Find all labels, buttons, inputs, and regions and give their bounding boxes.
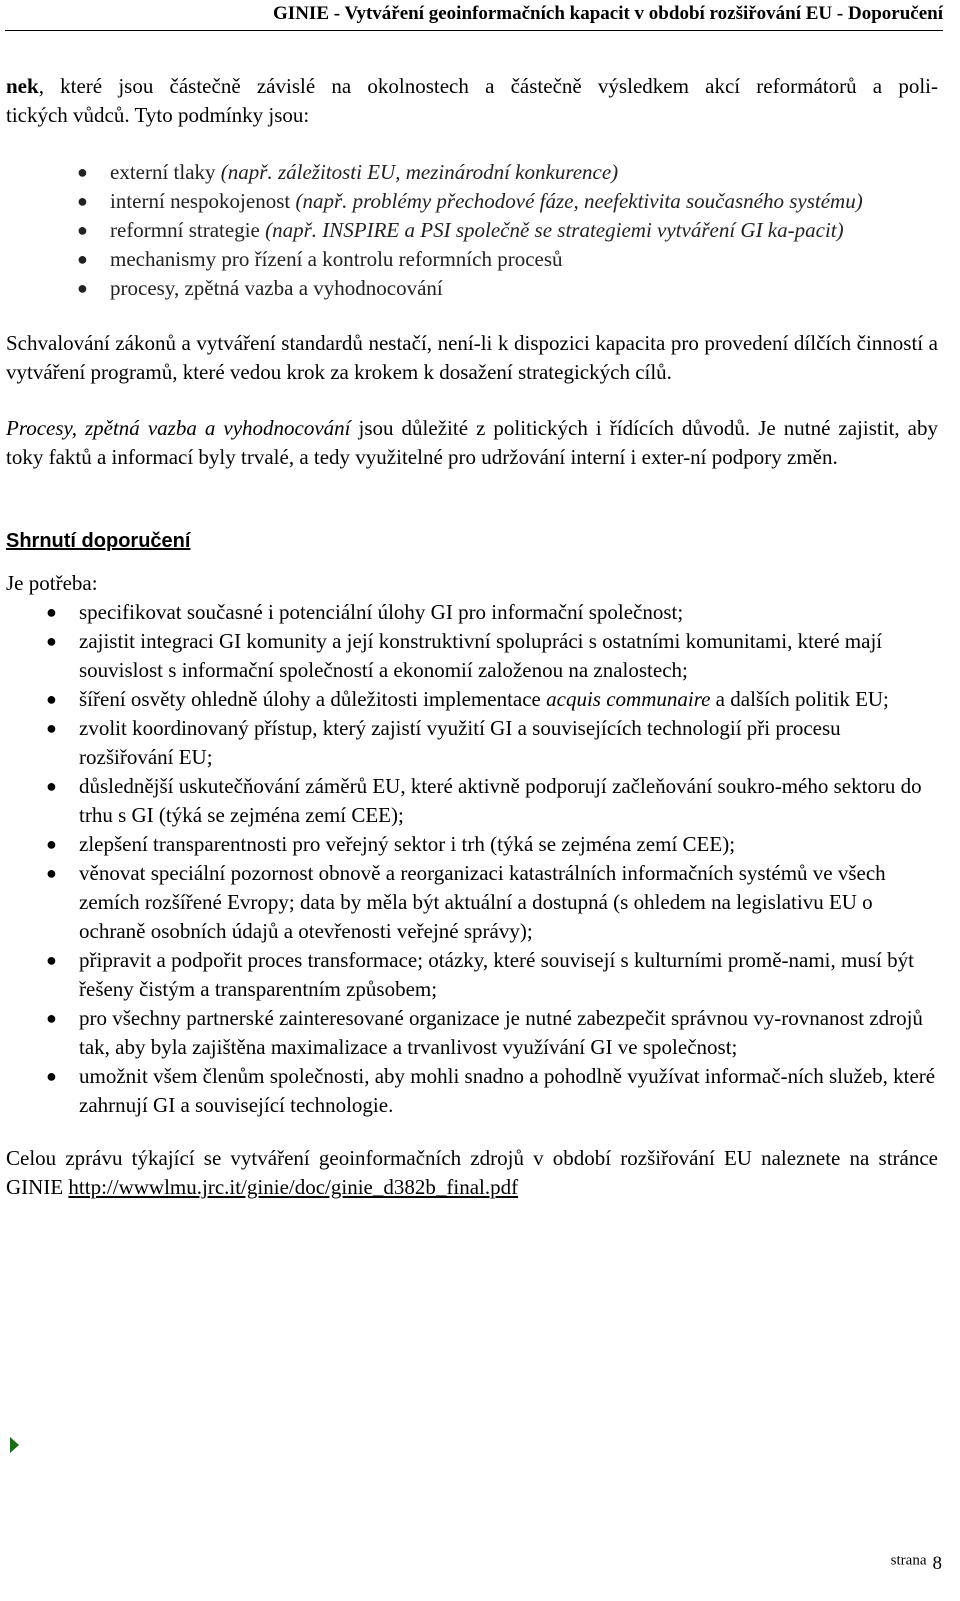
page-header: GINIE - Vytváření geoinformačních kapacit v období rozšiřování EU - Doporučení	[273, 3, 943, 24]
summary-title: Shrnutí doporučení	[6, 530, 191, 552]
intro-paragraph-line1	[6, 72, 938, 101]
list-item	[46, 1062, 938, 1120]
item-plain-text: externí tlaky	[110, 160, 221, 184]
list-item	[46, 627, 938, 685]
intro-bold-word: nek	[6, 74, 39, 98]
paragraph-processes	[6, 414, 938, 472]
page-footer	[891, 1545, 942, 1576]
recommendation-text: specifikovat současné i potenciální úlohy GI pro informační společnost;	[79, 600, 684, 624]
document-body	[6, 72, 938, 1202]
bullet-icon: ●	[46, 631, 57, 651]
bullet-icon: ●	[46, 776, 57, 796]
bullet-icon: ●	[77, 220, 88, 240]
list-item	[77, 245, 938, 274]
list-item	[46, 946, 938, 1004]
bullet-icon: ●	[77, 191, 88, 211]
header-divider	[5, 30, 943, 31]
bullet-icon: ●	[46, 950, 57, 970]
list-item	[46, 685, 938, 714]
item-plain-text: interní nespokojenost	[110, 189, 296, 213]
page-label: strana	[890, 1552, 927, 1569]
recommendation-text: důslednější uskutečňování záměrů EU, které aktivně podporují začleňování soukro-mého sektoru do trhu s GI (týká se zejména zemí CEE);	[79, 774, 922, 827]
bullet-icon: ●	[46, 1008, 57, 1028]
list-item	[77, 216, 938, 245]
bullet-icon: ●	[46, 718, 57, 738]
intro-paragraph-line2: tických vůdců. Tyto podmínky jsou:	[6, 103, 310, 127]
list-item	[77, 187, 938, 216]
list-item	[77, 274, 938, 303]
recommendation-text: zvolit koordinovaný přístup, který zajistí využití GI a souvisejících technologií při procesu rozšiřování EU;	[79, 716, 841, 769]
bullet-icon: ●	[46, 863, 57, 883]
recommendation-text: věnovat speciální pozornost obnově a reorganizaci katastrálních informačních systémů ve všech zemích rozšířené Evropy; data by měla být aktuální a dostupná (s ohledem na legislativu EU o ochraně osobních údajů a otevřenosti veřejné správy);	[79, 861, 886, 943]
closing-paragraph	[6, 1144, 938, 1202]
recommendation-text: šíření osvěty ohledně úlohy a důležitosti implementace	[79, 687, 547, 711]
page-number: 8	[932, 1552, 942, 1574]
list-item	[46, 859, 938, 946]
recommendation-text: zlepšení transparentnosti pro veřejný sektor i trh (týká se zejména zemí CEE);	[79, 832, 736, 856]
processes-italic: Procesy, zpětná vazba a vyhodnocování	[6, 416, 351, 440]
list-item	[46, 830, 938, 859]
processes-text: jsou důležité z politických i řídících důvodů. Je nutné zajistit, aby toky faktů a informací byly trvalé, a tedy využitelné pro udržování interní i exter-ní podpory změn.	[6, 416, 938, 469]
intro-line1-text: , které jsou částečně závislé na okolnostech a částečně výsledkem akcí reformátorů a poli-	[38, 74, 938, 98]
paragraph-laws: Schvalování zákonů a vytváření standardů nestačí, není-li k dispozici kapacita pro provedení dílčích činností a vytváření programů, které vedou krok za krokem k dosažení strategických cílů.	[6, 331, 938, 384]
list-item	[46, 598, 938, 627]
bullet-icon: ●	[77, 249, 88, 269]
recommendations-list	[46, 598, 938, 1120]
conditions-list	[77, 158, 938, 303]
recommendation-text: zajistit integraci GI komunity a její konstruktivní spolupráci s ostatními komunitami, které mají souvislost s informační společností a ekonomií založenou na znalostech;	[79, 629, 883, 682]
summary-intro: Je potřeba:	[6, 571, 98, 595]
recommendation-text: a dalších politik EU;	[710, 687, 889, 711]
arrow-right-icon	[10, 1437, 19, 1453]
item-plain-text: mechanismy pro řízení a kontrolu reformních procesů	[110, 247, 563, 271]
recommendation-italic: acquis communaire	[546, 687, 711, 711]
bullet-icon: ●	[46, 602, 57, 622]
list-item	[46, 714, 938, 772]
bullet-icon: ●	[46, 1066, 57, 1086]
summary-heading	[6, 527, 938, 555]
bullet-icon: ●	[46, 689, 57, 709]
bullet-icon: ●	[77, 162, 88, 182]
item-italic-text: (např. INSPIRE a PSI společně se strategiemi vytváření GI ka-pacit)	[265, 218, 844, 242]
item-plain-text: procesy, zpětná vazba a vyhodnocování	[110, 276, 443, 300]
recommendation-text: pro všechny partnerské zainteresované organizace je nutné zabezpečit správnou vy-rovnanost zdrojů tak, aby byla zajištěna maximalizace a trvanlivost využívání GI ve společnost;	[79, 1006, 923, 1059]
item-italic-text: (např. problémy přechodové fáze, neefektivita současného systému)	[295, 189, 863, 213]
bullet-icon: ●	[46, 834, 57, 854]
list-item	[77, 158, 938, 187]
closing-text: Celou zprávu týkající se vytváření geoinformačních zdrojů v období rozšiřování EU naleznete na stránce GINIE	[6, 1146, 938, 1199]
bullet-icon: ●	[77, 278, 88, 298]
item-plain-text: reformní strategie	[110, 218, 266, 242]
list-item	[46, 772, 938, 830]
recommendation-text: připravit a podpořit proces transformace; otázky, které souvisejí s kulturními promě-nami, musí být řešeny čistým a transparentním způsobem;	[79, 948, 914, 1001]
list-item	[46, 1004, 938, 1062]
recommendation-text: umožnit všem členům společnosti, aby mohli snadno a pohodlně využívat informač-ních služeb, které zahrnují GI a související technologie.	[79, 1064, 936, 1117]
report-link[interactable]: http://wwwlmu.jrc.it/ginie/doc/ginie_d382b_final.pdf	[68, 1175, 519, 1199]
item-italic-text: (např. záležitosti EU, mezinárodní konkurence)	[220, 160, 619, 184]
